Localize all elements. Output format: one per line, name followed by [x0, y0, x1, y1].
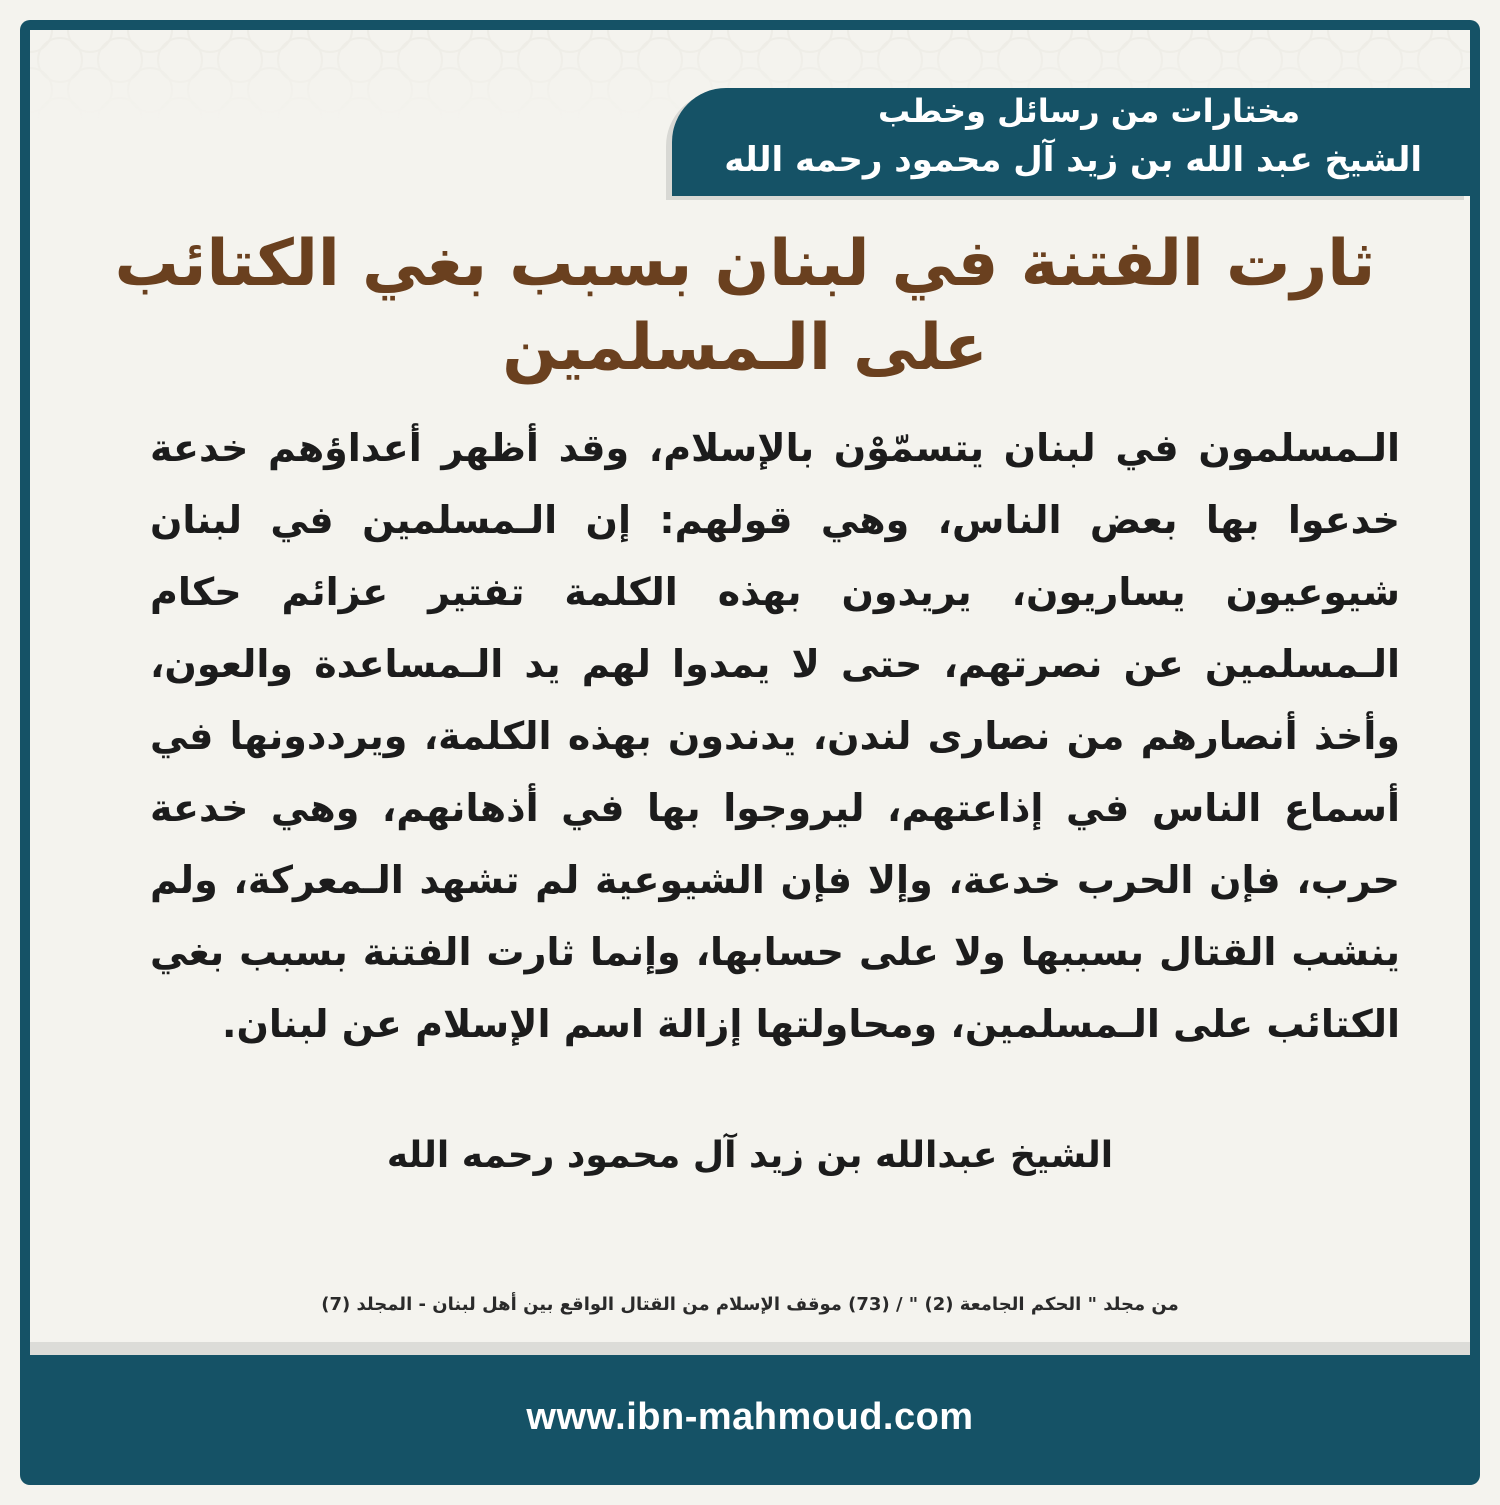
article-title: ثارت الفتنة في لبنان بسبب بغي الكتائب على الـمسلمين	[114, 227, 1376, 385]
header-author-name: الشيخ عبد الله بن زيد آل محمود رحمه الله	[724, 140, 1422, 180]
source-citation: من مجلد " الحكم الجامعة (2) " / (73) موقف الإسلام من القتال الواقع بين أهل لبنان - المجلد (7)	[321, 1294, 1179, 1315]
card-bottom-shadow	[30, 1342, 1470, 1355]
article-body: الـمسلمون في لبنان يتسمّوْن بالإسلام، وقد أظهر أعداؤهم خدعة خدعوا بها بعض الناس، وهي قولهم: إن الـمسلمين في لبنان شيوعيون يساريون، يريدون بهذه الكلمة تفتير عزائم حكام الـمسلمين عن نصرتهم، حتى لا يمدوا لهم يد الـمساعدة والعون، وأخذ أنصارهم من نصارى لندن، يدندون بهذه الكلمة، ويرددونها في أسماع الناس في إذاعتهم، ليروجوا بها في أذهانهم، وهي خدعة حرب، فإن الحرب خدعة، وإلا فإن الشيوعية لم تشهد الـمعركة، ولم ينشب القتال بسببها ولا على حسابها، وإنما ثارت الفتنة بسبب بغي الكتائب على الـمسلمين، ومحاولتها إزالة اسم الإسلام عن لبنان.	[150, 426, 1400, 1046]
header-banner	[672, 88, 1470, 196]
header-series-title: مختارات من رسائل وخطب	[877, 92, 1300, 130]
author-signature: الشيخ عبدالله بن زيد آل محمود رحمه الله	[386, 1135, 1114, 1176]
website-link[interactable]: www.ibn-mahmoud.com	[526, 1396, 974, 1438]
